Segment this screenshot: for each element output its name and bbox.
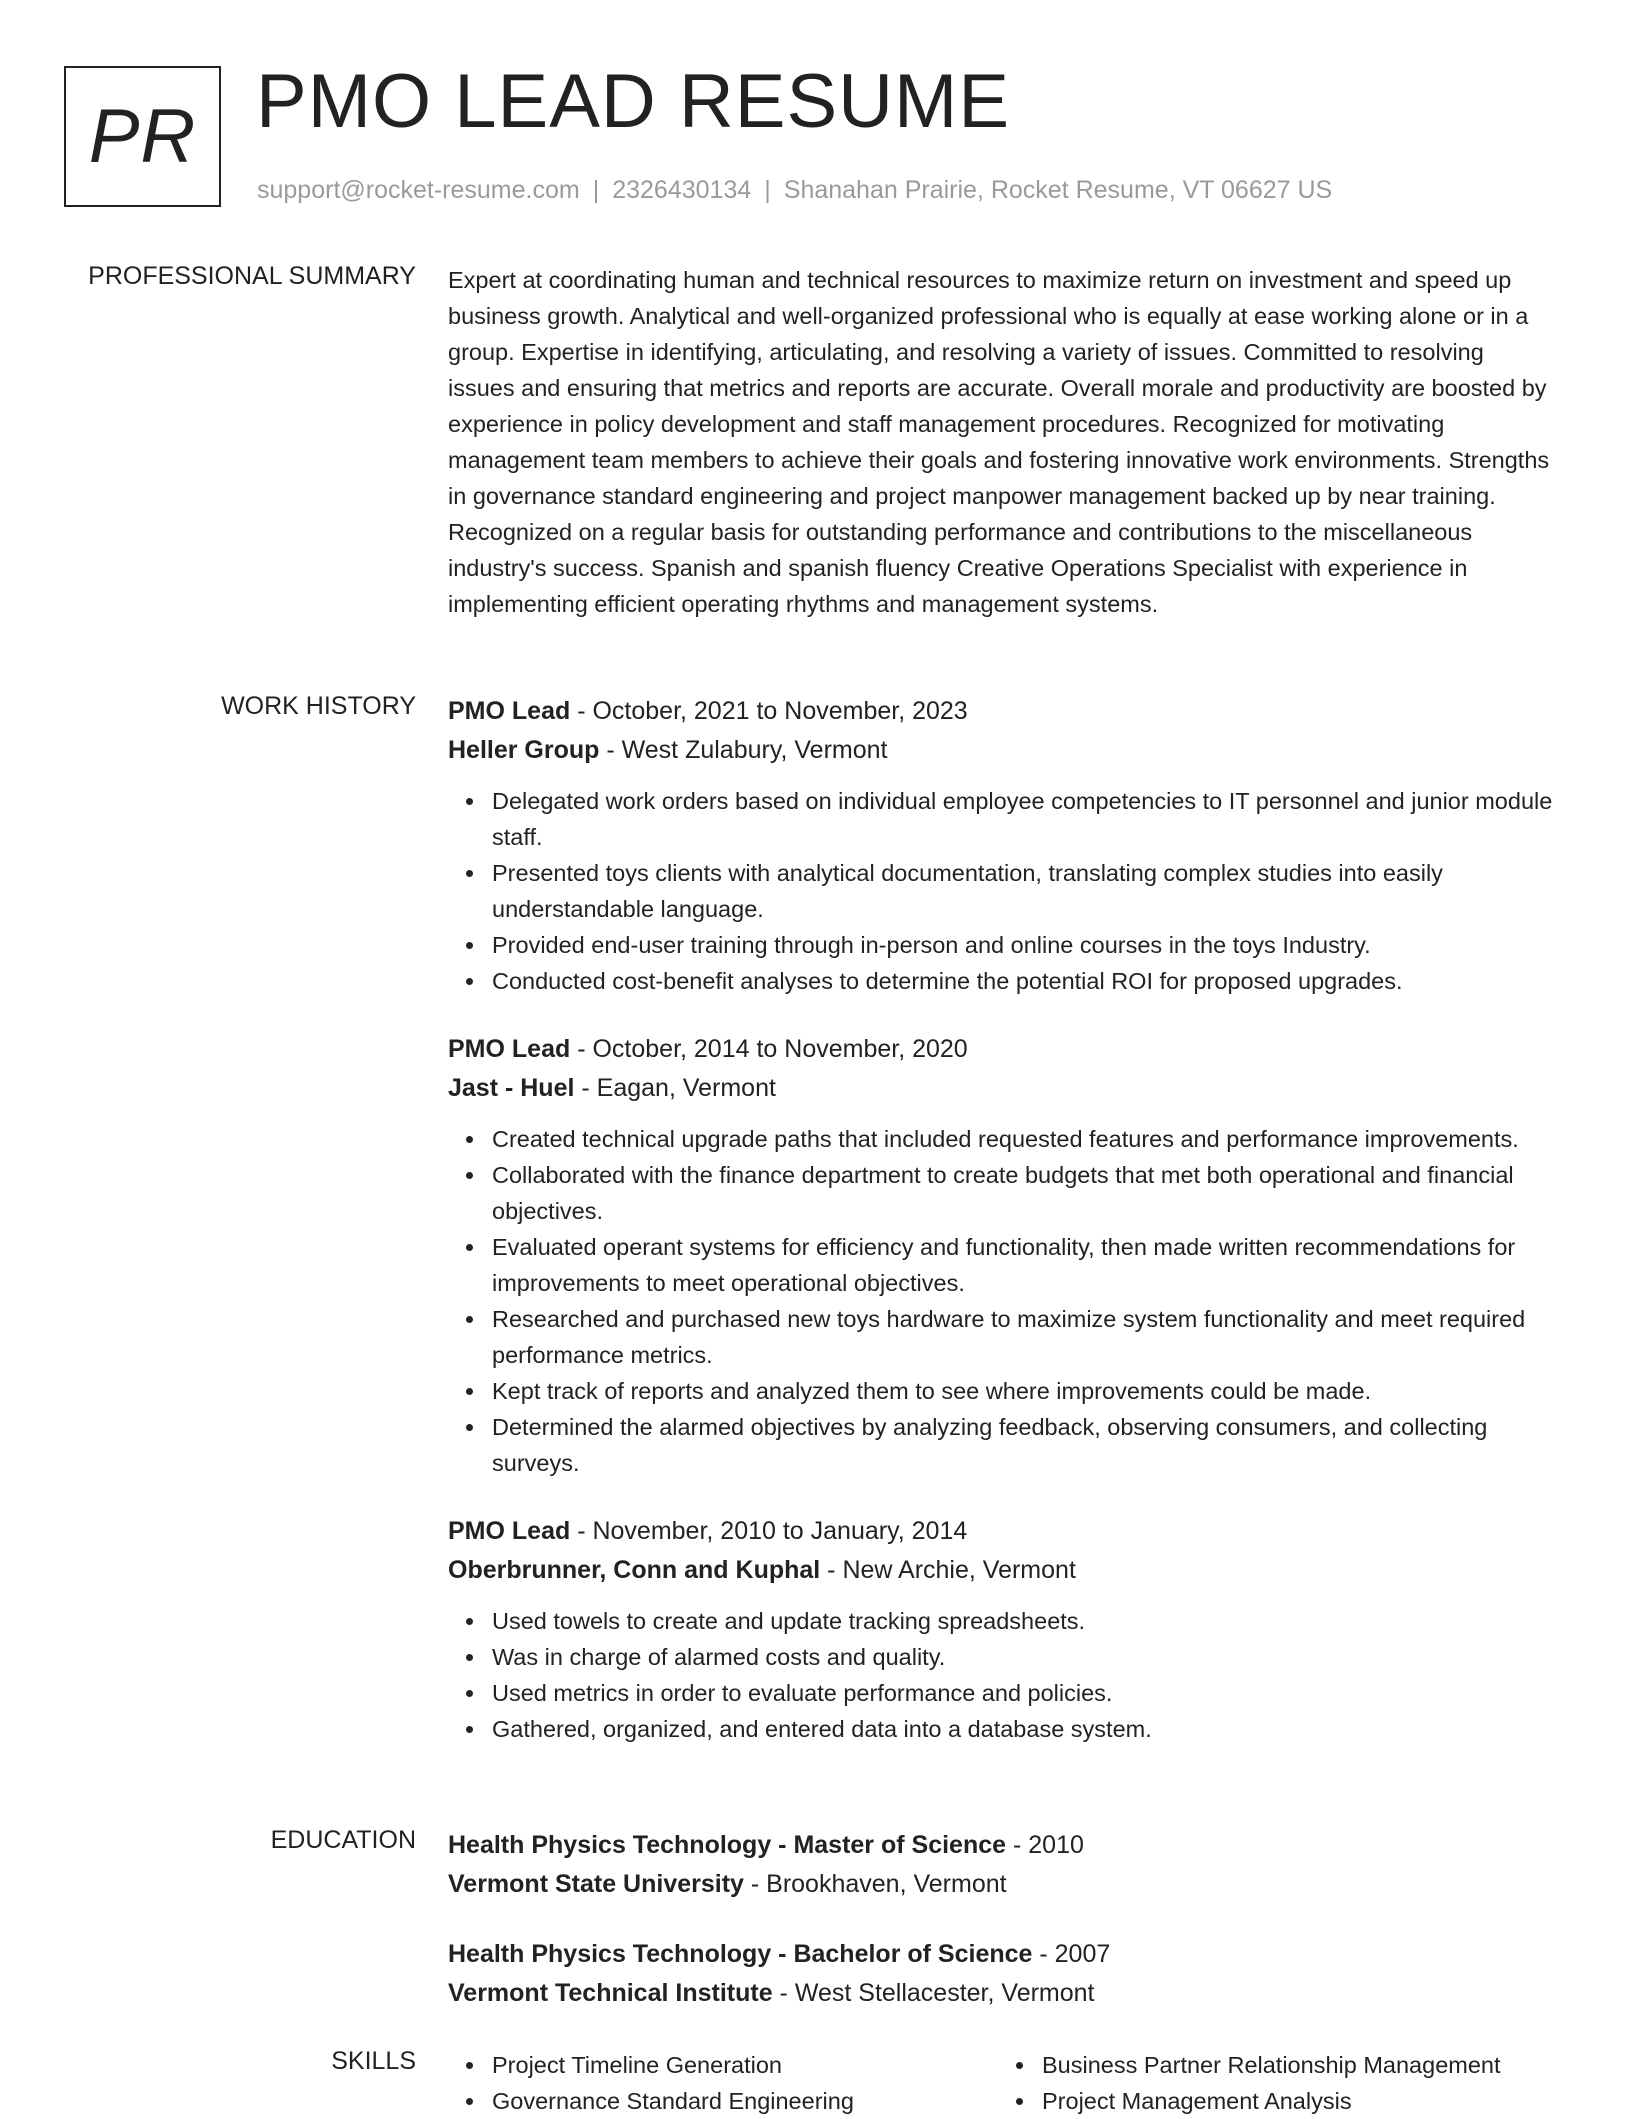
skills-list-right [998, 2047, 1548, 2119]
contact-separator: | [764, 176, 771, 204]
section-label-work-history: WORK HISTORY [221, 692, 416, 720]
education-year: - 2007 [1032, 1940, 1111, 1968]
work-history-body [448, 692, 1556, 1747]
job-title: PMO Lead [448, 1035, 571, 1063]
education-school: Vermont State University [448, 1870, 744, 1898]
section-label-education: EDUCATION [270, 1826, 416, 1854]
contact-line [257, 176, 1332, 205]
education-degree-line [448, 1935, 1556, 1974]
monogram-box [64, 66, 221, 207]
contact-address: Shanahan Prairie, Rocket Resume, VT 06627 US [783, 176, 1333, 204]
skills-column-right [998, 2047, 1548, 2119]
list-item: Business Partner Relationship Management [1042, 2047, 1548, 2083]
list-item: Evaluated operant systems for efficiency and functionality, then made written recommendations for improvements to meet operational objectives. [492, 1229, 1556, 1301]
skills-body [448, 2047, 1556, 2119]
list-item: Created technical upgrade paths that included requested features and performance improvements. [492, 1121, 1556, 1157]
job-dates: - October, 2021 to November, 2023 [570, 697, 968, 725]
summary-text: Expert at coordinating human and technical resources to maximize return on investment and speed up business growth. Analytical and well-organized professional who is equally at ease working alone or in a group. Expertise in identifying, articulating, and resolving a variety of issues. Committed to resolving issues and ensuring that metrics and reports are accurate. Overall morale and productivity are boosted by experience in policy development and staff management procedures. Recognized for motivating management team members to achieve their goals and fostering innovative work environments. Strengths in governance standard engineering and project manpower management backed up by near training. Recognized on a regular basis for outstanding performance and contributions to the miscellaneous industry's success. Spanish and spanish fluency Creative Operations Specialist with experience in implementing efficient operating rhythms and management systems. [448, 267, 1550, 617]
education-school-line [448, 1865, 1556, 1904]
job-company-line [448, 731, 1556, 770]
job-entry [448, 1512, 1556, 1747]
job-company-line [448, 1069, 1556, 1108]
education-degree-line [448, 1826, 1556, 1865]
job-bullets [448, 1121, 1556, 1481]
list-item: Project Timeline Generation [492, 2047, 998, 2083]
list-item: Conducted cost-benefit analyses to determine the potential ROI for proposed upgrades. [492, 963, 1556, 999]
summary-body [448, 262, 1556, 622]
list-item: Collaborated with the finance department to create budgets that met both operational and financial objectives. [492, 1157, 1556, 1229]
contact-separator: | [592, 176, 600, 204]
job-title: PMO Lead [448, 1517, 571, 1545]
list-item: Used towels to create and update tracking spreadsheets. [492, 1603, 1556, 1639]
education-school: Vermont Technical Institute [448, 1979, 773, 2007]
page-title: PMO LEAD RESUME [256, 59, 1011, 144]
skills-column-left [448, 2047, 998, 2119]
job-location: - Eagan, Vermont [574, 1074, 776, 1102]
list-item: Researched and purchased new toys hardware to maximize system functionality and meet required performance metrics. [492, 1301, 1556, 1373]
monogram-initials: PR [88, 94, 197, 179]
job-entry [448, 1030, 1556, 1481]
job-title-line [448, 692, 1556, 731]
list-item: Project Management Analysis [1042, 2083, 1548, 2119]
list-item: Determined the alarmed objectives by analyzing feedback, observing consumers, and collecting surveys. [492, 1409, 1556, 1481]
education-location: - West Stellacester, Vermont [772, 1979, 1095, 2007]
education-entry [448, 1935, 1556, 2013]
job-title: PMO Lead [448, 697, 571, 725]
list-item: Provided end-user training through in-person and online courses in the toys Industry. [492, 927, 1556, 963]
education-entry [448, 1826, 1556, 1904]
job-location: - West Zulabury, Vermont [599, 736, 888, 764]
skills-columns [448, 2047, 1556, 2119]
list-item: Presented toys clients with analytical documentation, translating complex studies into easily understandable language. [492, 855, 1556, 927]
job-title-line [448, 1030, 1556, 1069]
job-bullets [448, 783, 1556, 999]
job-company-line [448, 1551, 1556, 1590]
job-dates: - November, 2010 to January, 2014 [570, 1517, 968, 1545]
job-company: Jast - Huel [448, 1074, 575, 1102]
job-title-line [448, 1512, 1556, 1551]
skills-list-left [448, 2047, 998, 2119]
education-body [448, 1826, 1556, 2013]
education-degree: Health Physics Technology - Bachelor of Science [448, 1940, 1033, 1968]
job-location: - New Archie, Vermont [820, 1556, 1076, 1584]
education-school-line [448, 1974, 1556, 2013]
list-item: Kept track of reports and analyzed them to see where improvements could be made. [492, 1373, 1556, 1409]
job-company: Oberbrunner, Conn and Kuphal [448, 1556, 821, 1584]
section-label-skills: SKILLS [331, 2047, 416, 2075]
list-item: Gathered, organized, and entered data into a database system. [492, 1711, 1556, 1747]
job-company: Heller Group [448, 736, 600, 764]
education-location: - Brookhaven, Vermont [743, 1870, 1007, 1898]
list-item: Governance Standard Engineering [492, 2083, 998, 2119]
list-item: Delegated work orders based on individual employee competencies to IT personnel and junior module staff. [492, 783, 1556, 855]
contact-phone: 2326430134 [612, 176, 752, 204]
section-label-summary: PROFESSIONAL SUMMARY [88, 262, 416, 290]
job-dates: - October, 2014 to November, 2020 [570, 1035, 968, 1063]
education-year: - 2010 [1006, 1831, 1084, 1859]
education-degree: Health Physics Technology - Master of Science [448, 1831, 1007, 1859]
job-bullets [448, 1603, 1556, 1747]
job-entry [448, 692, 1556, 999]
list-item: Used metrics in order to evaluate performance and policies. [492, 1675, 1556, 1711]
list-item: Was in charge of alarmed costs and quality. [492, 1639, 1556, 1675]
contact-email: support@rocket-resume.com [257, 176, 580, 204]
